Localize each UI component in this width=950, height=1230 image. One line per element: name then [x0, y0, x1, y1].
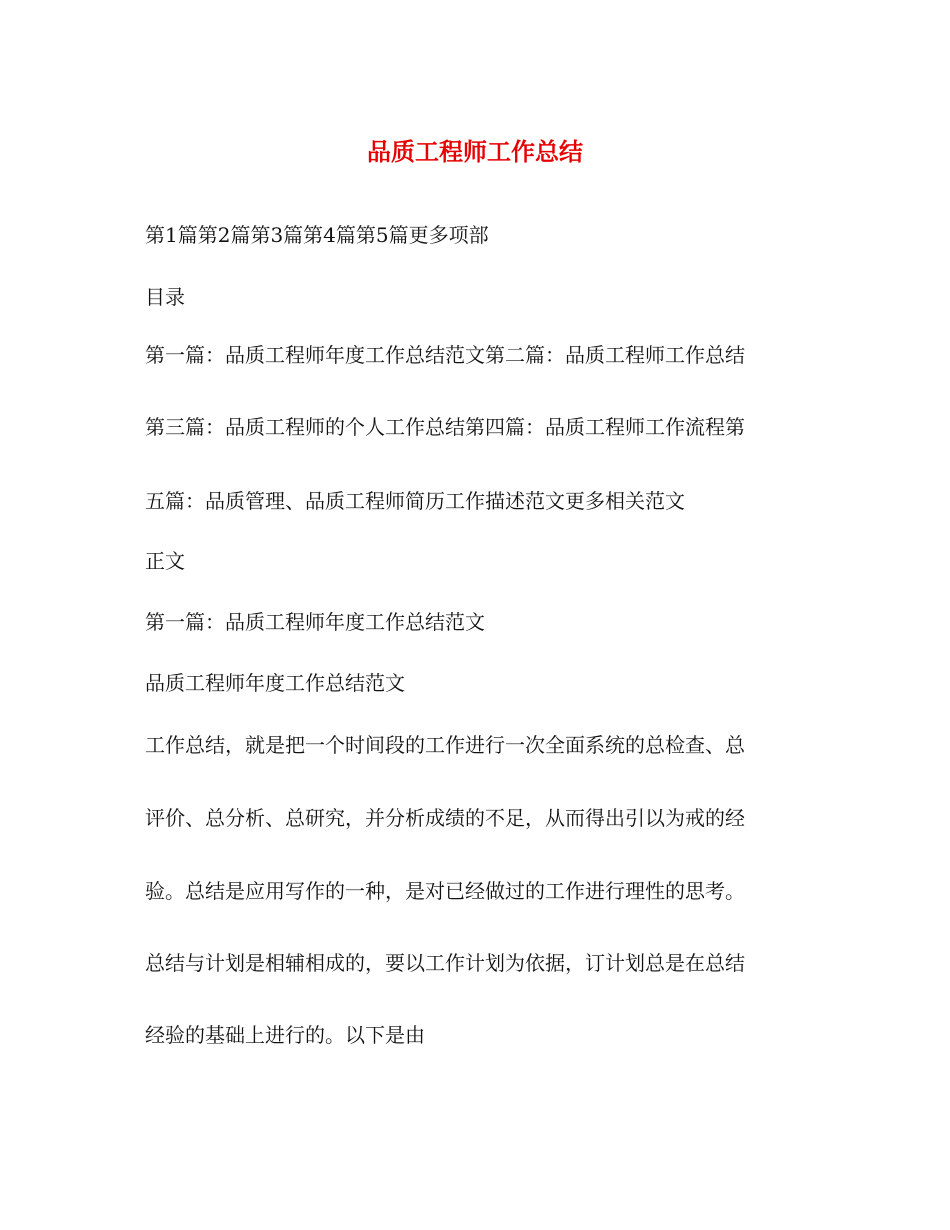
paragraph-line: 经验的基础上进行的。以下是由 [145, 1023, 425, 1047]
toc-heading: 目录 [145, 285, 185, 309]
paragraph-line: 总结与计划是相辅相成的，要以工作计划为依据，订计划总是在总结 [145, 951, 745, 975]
paragraph-line: 工作总结，就是把一个时间段的工作进行一次全面系统的总检查、总 [145, 733, 745, 757]
article-title: 品质工程师年度工作总结范文 [145, 671, 405, 695]
toc-line: 第三篇：品质工程师的个人工作总结第四篇：品质工程师工作流程第 [145, 415, 745, 439]
toc-line: 第一篇：品质工程师年度工作总结范文第二篇：品质工程师工作总结 [145, 343, 745, 367]
toc-line: 五篇：品质管理、品质工程师简历工作描述范文更多相关范文 [145, 489, 685, 513]
body-heading: 正文 [145, 549, 185, 573]
paragraph-line: 验。总结是应用写作的一种，是对已经做过的工作进行理性的思考。 [145, 879, 745, 903]
paragraph-line: 评价、总分析、总研究，并分析成绩的不足，从而得出引以为戒的经 [145, 806, 745, 830]
document-title: 品质工程师工作总结 [367, 137, 583, 166]
section-heading: 第一篇：品质工程师年度工作总结范文 [145, 610, 485, 634]
nav-line: 第1篇第2篇第3篇第4篇第5篇更多项部 [145, 223, 489, 247]
